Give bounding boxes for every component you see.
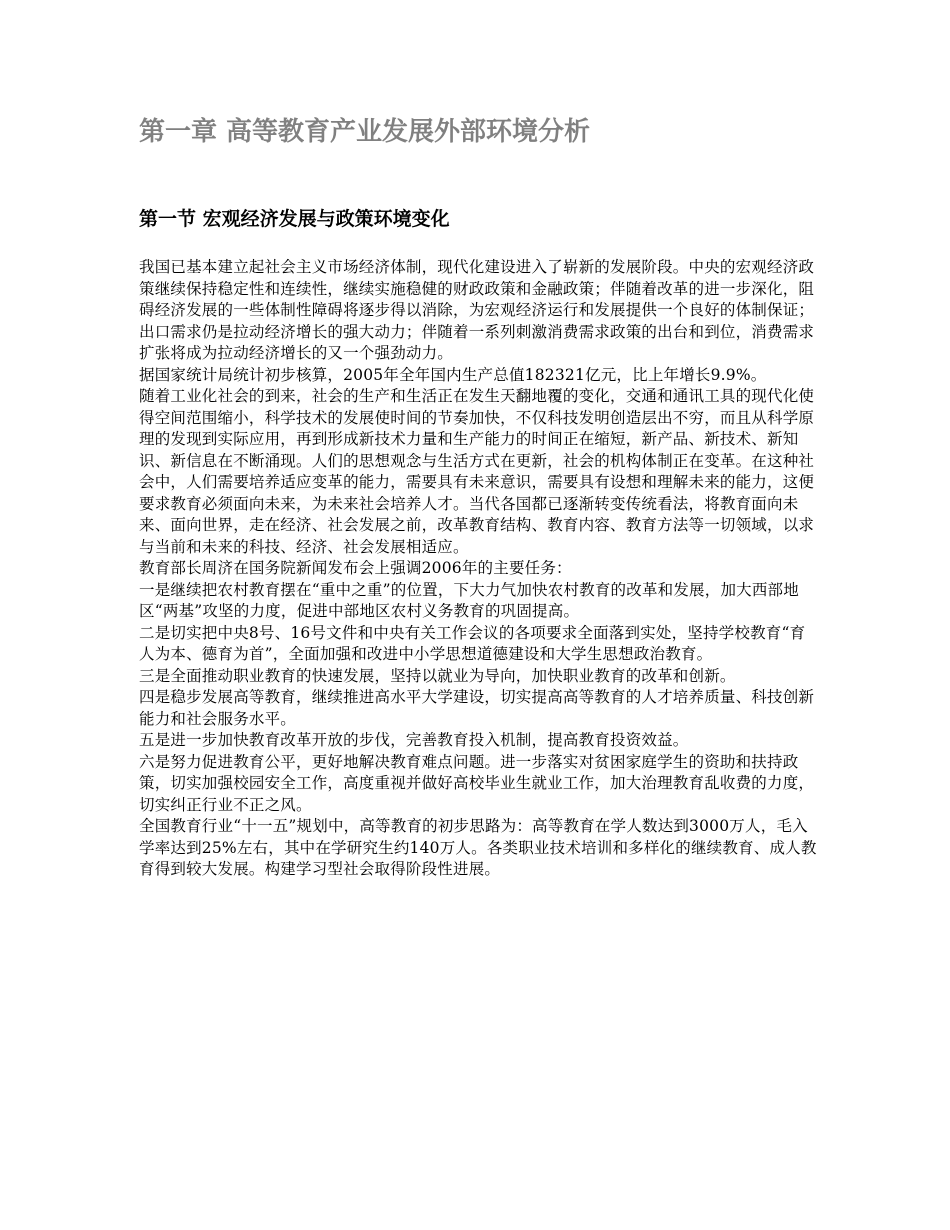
body-text bbox=[139, 257, 819, 881]
chapter-title: 第一章 高等教育产业发展外部环境分析 bbox=[139, 117, 591, 147]
paragraph-ministry-tasks-intro: 教育部长周济在国务院新闻发布会上强调2006年的主要任务： bbox=[139, 559, 572, 577]
paragraph-five-year-plan: 全国教育行业“十一五”规划中，高等教育的初步思路为：高等教育在学人数达到3000万人，毛入学率达到25%左右，其中在学研究生约140万人。各类职业技术培训和多样化的继续教育、成人教育得到较大发展。构建学习型社会取得阶段性进展。 bbox=[139, 817, 817, 878]
paragraph-task-1: 一是继续把农村教育摆在“重中之重”的位置，下大力气加快农村教育的改革和发展，加大西部地区“两基”攻坚的力度，促进中部地区农村义务教育的巩固提高。 bbox=[139, 580, 799, 620]
paragraph-task-2: 二是切实把中央8号、16号文件和中央有关工作会议的各项要求全面落到实处，坚持学校教育“育人为本、德育为首”，全面加强和改进中小学思想道德建设和大学生思想政治教育。 bbox=[139, 623, 806, 663]
paragraph-gdp-statistics: 据国家统计局统计初步核算，2005年全年国内生产总值182321亿元，比上年增长9.9%。 bbox=[139, 365, 767, 384]
paragraph-task-4: 四是稳步发展高等教育，继续推进高水平大学建设，切实提高高等教育的人才培养质量、科技创新能力和社会服务水平。 bbox=[139, 688, 815, 728]
paragraph-industrial-society: 随着工业化社会的到来，社会的生产和生活正在发生天翻地覆的变化，交通和通讯工具的现代化使得空间范围缩小，科学技术的发展使时间的节奏加快，不仅科技发明创造层出不穷，而且从科学原理的发现到实际应用，再到形成新技术力量和生产能力的时间正在缩短，新产品、新技术、新知识、新信息在不断涌现。人们的思想观念与生活方式在更新，社会的机构体制正在变革。在这种社会中，人们需要培养适应变革的能力，需要具有未来意识，需要具有设想和理解未来的能力，这便要求教育必须面向未来，为未来社会培养人才。当代各国都已逐渐转变传统看法，将教育面向未来、面向世界，走在经济、社会发展之前，改革教育结构、教育内容、教育方法等一切领域，以求与当前和未来的科技、经济、社会发展相适应。 bbox=[139, 387, 815, 556]
section-title: 第一节 宏观经济发展与政策环境变化 bbox=[139, 208, 450, 230]
paragraph-task-3: 三是全面推动职业教育的快速发展，坚持以就业为导向，加快职业教育的改革和创新。 bbox=[139, 666, 736, 685]
paragraph-task-5: 五是进一步加快教育改革开放的步伐，完善教育投入机制，提高教育投资效益。 bbox=[139, 731, 689, 749]
paragraph-economy-overview: 我国已基本建立起社会主义市场经济体制，现代化建设进入了崭新的发展阶段。中央的宏观经济政策继续保持稳定性和连续性，继续实施稳健的财政政策和金融政策；伴随着改革的进一步深化，阻碍经济发展的一些体制性障碍将逐步得以消除，为宏观经济运行和发展提供一个良好的体制保证；出口需求仍是拉动经济增长的强大动力；伴随着一系列刺激消费需求政策的出台和到位，消费需求扩张将成为拉动经济增长的又一个强劲动力。 bbox=[139, 258, 815, 362]
paragraph-task-6: 六是努力促进教育公平，更好地解决教育难点问题。进一步落实对贫困家庭学生的资助和扶持政策，切实加强校园安全工作，高度重视并做好高校毕业生就业工作，加大治理教育乱收费的力度，切实纠正行业不正之风。 bbox=[139, 752, 815, 814]
